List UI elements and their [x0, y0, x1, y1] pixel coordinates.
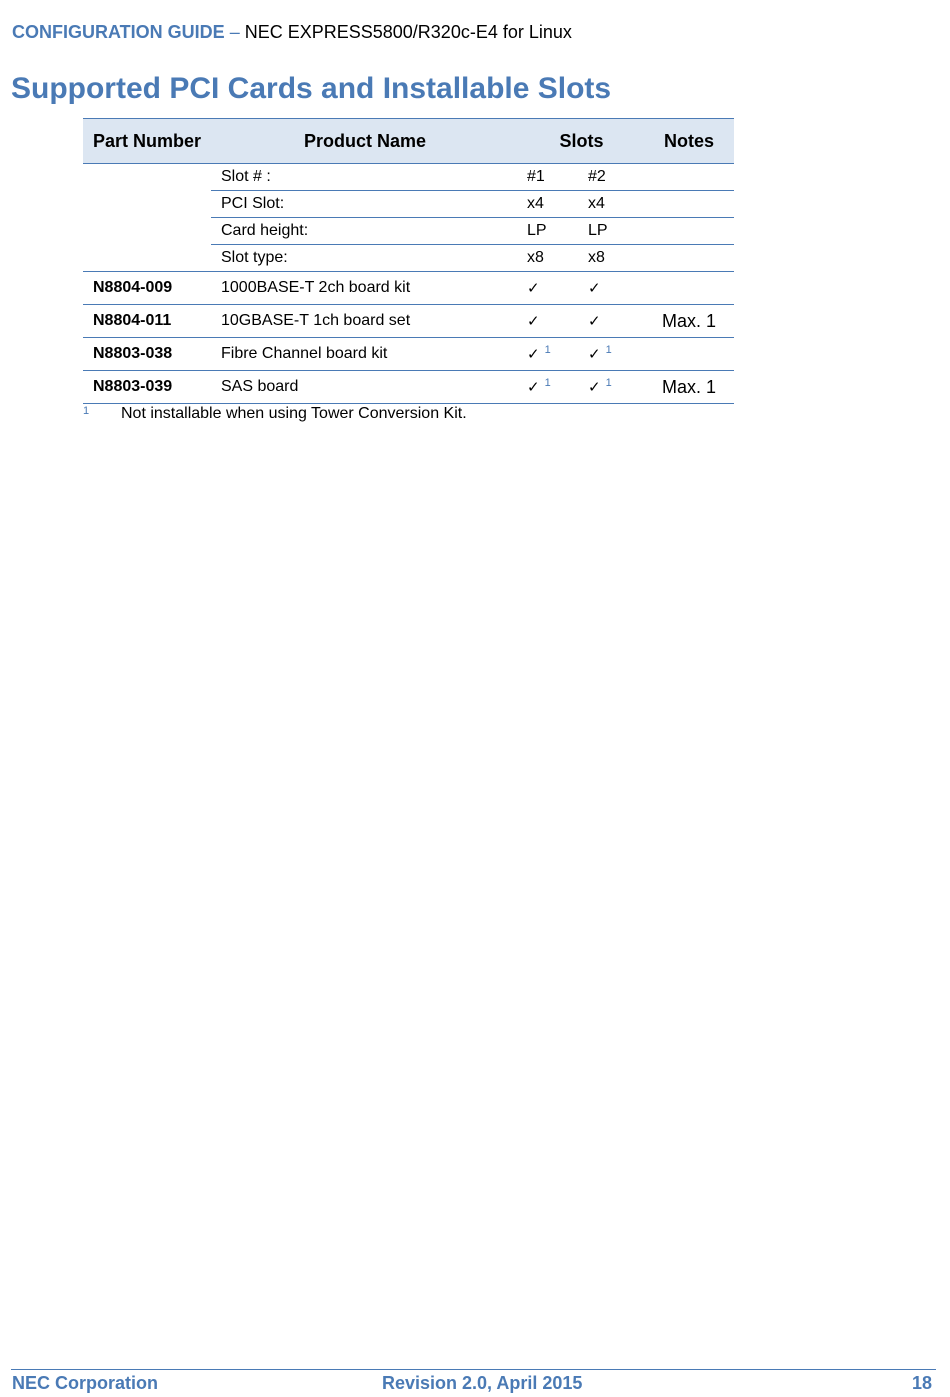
note: [644, 338, 734, 371]
product-name: Fibre Channel board kit: [211, 338, 519, 371]
footer-company: NEC Corporation: [12, 1373, 158, 1393]
note: [644, 272, 734, 305]
slot-1-value: [519, 191, 580, 218]
slot-1-support: [519, 338, 580, 371]
slot-1-text: LP: [527, 222, 547, 239]
note: Max. 1: [644, 305, 734, 338]
product-name: 1000BASE-T 2ch board kit: [211, 272, 519, 305]
footnote-ref: 1: [544, 344, 551, 356]
slot-info-row: [83, 164, 734, 191]
slot-2-text: #2: [588, 168, 606, 185]
section-title: Supported PCI Cards and Installable Slots: [11, 72, 612, 105]
footer-revision: Revision 2.0, April 2015: [382, 1373, 583, 1393]
checkmark-icon: ✓: [527, 279, 540, 297]
slot-info-row: [83, 191, 734, 218]
slot-info-label: Card height:: [211, 218, 519, 245]
product-title: NEC EXPRESS5800/R320c-E4 for Linux: [244, 22, 572, 42]
note-cell: [644, 245, 734, 272]
slot-2-value: [580, 164, 644, 191]
column-header-part-number: Part Number: [83, 119, 211, 164]
table-row: [83, 272, 734, 305]
slot-1-support: [519, 305, 580, 338]
column-header-product-name: Product Name: [211, 119, 519, 164]
column-header-notes: Notes: [644, 119, 734, 164]
footnote-text: Not installable when using Tower Conversion Kit.: [121, 405, 467, 422]
table-row: [83, 305, 734, 338]
slot-2-support: [580, 338, 644, 371]
empty-cell: [83, 164, 211, 191]
slot-2-value: [580, 245, 644, 272]
note-cell: [644, 164, 734, 191]
slot-2-value: [580, 218, 644, 245]
footnote-ref: 1: [544, 377, 551, 389]
slot-info-label: PCI Slot:: [211, 191, 519, 218]
slot-1-support: [519, 371, 580, 404]
footnote-ref: 1: [605, 344, 612, 356]
header-dash: –: [229, 22, 240, 42]
slot-2-support: [580, 305, 644, 338]
checkmark-icon: ✓: [527, 312, 540, 330]
slot-1-text: #1: [527, 168, 545, 185]
slot-1-text: x4: [527, 195, 544, 212]
footnote-ref: 1: [605, 377, 612, 389]
note-cell: [644, 191, 734, 218]
guide-label: CONFIGURATION GUIDE: [12, 22, 225, 42]
slot-1-value: [519, 245, 580, 272]
footnote: [83, 405, 467, 423]
checkmark-icon: ✓: [527, 378, 540, 396]
checkmark-icon: ✓: [527, 345, 540, 363]
empty-cell: [83, 218, 211, 245]
checkmark-icon: ✓: [588, 378, 601, 396]
slot-info-label: Slot type:: [211, 245, 519, 272]
table-row: [83, 371, 734, 404]
slot-1-value: [519, 164, 580, 191]
product-name: 10GBASE-T 1ch board set: [211, 305, 519, 338]
slot-info-row: [83, 218, 734, 245]
slot-info-label: Slot # :: [211, 164, 519, 191]
checkmark-icon: ✓: [588, 312, 601, 330]
part-number: N8803-039: [83, 371, 211, 404]
slot-1-value: [519, 218, 580, 245]
slot-1-support: [519, 272, 580, 305]
slot-2-text: x8: [588, 249, 605, 266]
product-name: SAS board: [211, 371, 519, 404]
slot-2-support: [580, 272, 644, 305]
empty-cell: [83, 245, 211, 272]
table-row: [83, 338, 734, 371]
slot-2-value: [580, 191, 644, 218]
slot-2-text: x4: [588, 195, 605, 212]
footnote-mark: 1: [83, 405, 90, 417]
empty-cell: [83, 191, 211, 218]
checkmark-icon: ✓: [588, 345, 601, 363]
column-header-slots: Slots: [519, 119, 644, 164]
slot-info-row: [83, 245, 734, 272]
part-number: N8804-011: [83, 305, 211, 338]
slot-1-text: x8: [527, 249, 544, 266]
note: Max. 1: [644, 371, 734, 404]
checkmark-icon: ✓: [588, 279, 601, 297]
slot-2-text: LP: [588, 222, 608, 239]
note-cell: [644, 218, 734, 245]
part-number: N8804-009: [83, 272, 211, 305]
slot-2-support: [580, 371, 644, 404]
footer-divider: [11, 1369, 936, 1370]
table-header-row: [83, 119, 734, 164]
pci-cards-table: [83, 118, 734, 404]
page-header: [12, 22, 572, 43]
part-number: N8803-038: [83, 338, 211, 371]
page-number: 18: [911, 1373, 932, 1393]
